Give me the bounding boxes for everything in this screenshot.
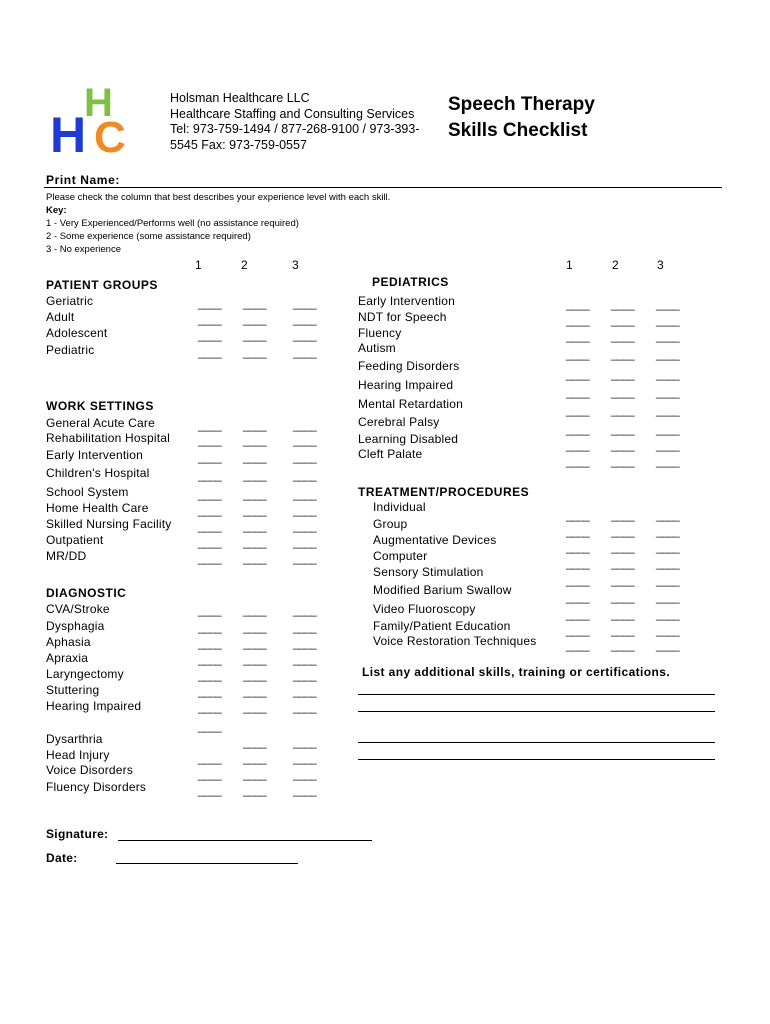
diagnostic-checkbox-col2[interactable]: ____ (243, 636, 266, 650)
left-col-header-1: 1 (195, 258, 202, 272)
pediatrics-checkbox-col1[interactable]: ____ (566, 313, 589, 327)
pediatrics-label: Fluency (358, 326, 402, 340)
pediatrics-label: Mental Retardation (358, 397, 463, 411)
treatment-label: Augmentative Devices (373, 533, 497, 547)
diagnostic-label: Aphasia (46, 635, 91, 649)
diagnostic-label: Voice Disorders (46, 763, 134, 777)
work-setting-checkbox-col3[interactable]: ____ (293, 468, 316, 482)
company-fax: 5545 Fax: 973-759-0557 (170, 137, 307, 152)
treatment-checkbox-col3[interactable]: ____ (656, 524, 679, 538)
diagnostic-checkbox-col2[interactable]: ____ (243, 700, 266, 714)
pediatrics-checkbox-col3[interactable]: ____ (656, 454, 679, 468)
diagnostic-checkbox-col3[interactable]: ____ (293, 700, 316, 714)
pediatrics-label: NDT for Speech (358, 310, 447, 324)
pediatrics-checkbox-col3[interactable]: ____ (656, 313, 679, 327)
work-setting-checkbox-col1[interactable]: ____ (198, 433, 221, 447)
treatment-checkbox-col3[interactable]: ____ (656, 590, 679, 604)
diagnostic-checkbox-col3[interactable]: ____ (293, 684, 316, 698)
pediatrics-label: Learning Disabled (358, 432, 459, 446)
diagnostic-label: Fluency Disorders (46, 780, 147, 794)
additional-line-2[interactable] (358, 711, 715, 712)
pediatrics-checkbox-col1[interactable]: ____ (566, 297, 589, 311)
print-name-line[interactable] (44, 187, 722, 188)
work-setting-checkbox-col2[interactable]: ____ (243, 433, 266, 447)
diagnostic-checkbox-col3[interactable]: ____ (293, 636, 316, 650)
diagnostic-checkbox-col2[interactable]: ____ (243, 751, 266, 765)
company-tagline: Healthcare Staffing and Consulting Services (170, 106, 415, 121)
diagnostic-checkbox-col1[interactable]: ____ (198, 700, 221, 714)
diagnostic-checkbox-col1[interactable]: ____ (198, 751, 221, 765)
company-info (170, 91, 420, 153)
diagnostic-checkbox-col2[interactable]: ____ (243, 652, 266, 666)
pediatrics-checkbox-col2[interactable]: ____ (611, 403, 634, 417)
diagnostic-label: Head Injury (46, 748, 110, 762)
diagnostic-checkbox-col1[interactable]: ____ (198, 636, 221, 650)
work-setting-label: School System (46, 485, 129, 499)
work-setting-checkbox-col1[interactable]: ____ (198, 503, 221, 517)
work-setting-checkbox-col1[interactable]: ____ (198, 519, 221, 533)
treatment-checkbox-col1[interactable]: ____ (566, 607, 589, 621)
diagnostic-label: Hearing Impaired (46, 699, 142, 713)
diagnostic-checkbox-col3[interactable]: ____ (293, 735, 316, 749)
treatment-checkbox-col3[interactable]: ____ (656, 508, 679, 522)
date-label: Date: (46, 851, 78, 865)
key-3: 3 - No experience (46, 244, 121, 255)
patient-group-checkbox-col1[interactable]: ____ (198, 345, 221, 359)
additional-line-1[interactable] (358, 694, 715, 695)
patient-group-checkbox-col1[interactable]: ____ (198, 296, 221, 310)
work-setting-checkbox-col1[interactable]: ____ (198, 535, 221, 549)
diagnostic-label: Stuttering (46, 683, 100, 697)
left-col-header-2: 2 (241, 258, 248, 272)
work-setting-checkbox-col1[interactable]: ____ (198, 468, 221, 482)
diagnostic-checkbox-col2[interactable]: ____ (243, 684, 266, 698)
work-setting-checkbox-col1[interactable]: ____ (198, 418, 221, 432)
section-treatment: TREATMENT/PROCEDURES (358, 485, 530, 499)
patient-group-label: Pediatric (46, 343, 95, 357)
patient-group-label: Geriatric (46, 294, 94, 308)
pediatrics-checkbox-col3[interactable]: ____ (656, 329, 679, 343)
patient-group-checkbox-col1[interactable]: ____ (198, 328, 221, 342)
pediatrics-checkbox-col2[interactable]: ____ (611, 329, 634, 343)
work-setting-checkbox-col1[interactable]: ____ (198, 551, 221, 565)
treatment-checkbox-col2[interactable]: ____ (611, 556, 634, 570)
pediatrics-checkbox-col1[interactable]: ____ (566, 403, 589, 417)
diagnostic-checkbox-col1[interactable]: ____ (198, 684, 221, 698)
treatment-checkbox-col2[interactable]: ____ (611, 638, 634, 652)
treatment-checkbox-col2[interactable]: ____ (611, 540, 634, 554)
work-setting-checkbox-col3[interactable]: ____ (293, 535, 316, 549)
diagnostic-checkbox-col1[interactable]: ____ (198, 783, 221, 797)
patient-group-checkbox-col2[interactable]: ____ (243, 328, 266, 342)
section-pediatrics: PEDIATRICS (372, 275, 449, 289)
diagnostic-checkbox-col1[interactable]: ____ (198, 603, 221, 617)
patient-group-checkbox-col2[interactable]: ____ (243, 345, 266, 359)
treatment-checkbox-col1[interactable]: ____ (566, 524, 589, 538)
treatment-label: Video Fluoroscopy (373, 602, 476, 616)
work-setting-checkbox-col2[interactable]: ____ (243, 450, 266, 464)
company-logo (48, 78, 144, 158)
pediatrics-checkbox-col3[interactable]: ____ (656, 347, 679, 361)
work-setting-checkbox-col2[interactable]: ____ (243, 418, 266, 432)
patient-group-checkbox-col3[interactable]: ____ (293, 328, 316, 342)
pediatrics-checkbox-col2[interactable]: ____ (611, 385, 634, 399)
patient-group-checkbox-col3[interactable]: ____ (293, 296, 316, 310)
patient-group-checkbox-col2[interactable]: ____ (243, 296, 266, 310)
svg-text:H: H (84, 81, 113, 125)
right-col-header-2: 2 (612, 258, 619, 272)
right-col-header-1: 1 (566, 258, 573, 272)
patient-group-checkbox-col2[interactable]: ____ (243, 312, 266, 326)
work-setting-checkbox-col2[interactable]: ____ (243, 535, 266, 549)
diagnostic-checkbox-col3[interactable]: ____ (293, 767, 316, 781)
pediatrics-checkbox-col2[interactable]: ____ (611, 347, 634, 361)
treatment-label: Sensory Stimulation (373, 565, 484, 579)
diagnostic-checkbox-col1[interactable]: ____ (198, 668, 221, 682)
diagnostic-checkbox-col2[interactable]: ____ (243, 620, 266, 634)
work-setting-label: Home Health Care (46, 501, 149, 515)
treatment-label: Computer (373, 549, 428, 563)
diagnostic-checkbox-col2[interactable]: ____ (243, 603, 266, 617)
work-setting-label: Children's Hospital (46, 466, 150, 480)
work-setting-checkbox-col3[interactable]: ____ (293, 433, 316, 447)
instructions (46, 191, 390, 256)
print-name-label: Print Name: (46, 173, 120, 187)
work-setting-checkbox-col1[interactable]: ____ (198, 450, 221, 464)
pediatrics-checkbox-col2[interactable]: ____ (611, 438, 634, 452)
diagnostic-checkbox-col3[interactable]: ____ (293, 620, 316, 634)
pediatrics-checkbox-col1[interactable]: ____ (566, 422, 589, 436)
treatment-checkbox-col2[interactable]: ____ (611, 573, 634, 587)
diagnostic-checkbox-col1[interactable]: ____ (198, 719, 221, 733)
work-setting-checkbox-col3[interactable]: ____ (293, 503, 316, 517)
work-setting-checkbox-col2[interactable]: ____ (243, 519, 266, 533)
work-setting-checkbox-col2[interactable]: ____ (243, 551, 266, 565)
signature-label: Signature: (46, 827, 109, 841)
diagnostic-checkbox-col2[interactable]: ____ (243, 735, 266, 749)
pediatrics-label: Cleft Palate (358, 447, 423, 461)
key-1: 1 - Very Experienced/Performs well (no assistance required) (46, 218, 299, 229)
pediatrics-checkbox-col3[interactable]: ____ (656, 385, 679, 399)
work-setting-checkbox-col2[interactable]: ____ (243, 487, 266, 501)
pediatrics-label: Feeding Disorders (358, 359, 460, 373)
treatment-checkbox-col2[interactable]: ____ (611, 590, 634, 604)
treatment-checkbox-col2[interactable]: ____ (611, 524, 634, 538)
treatment-checkbox-col3[interactable]: ____ (656, 623, 679, 637)
pediatrics-checkbox-col2[interactable]: ____ (611, 297, 634, 311)
work-setting-label: Early Intervention (46, 448, 143, 462)
treatment-label: Family/Patient Education (373, 619, 511, 633)
treatment-checkbox-col2[interactable]: ____ (611, 607, 634, 621)
work-setting-label: MR/DD (46, 549, 87, 563)
pediatrics-checkbox-col1[interactable]: ____ (566, 347, 589, 361)
key-label: Key: (46, 205, 67, 216)
work-setting-checkbox-col2[interactable]: ____ (243, 468, 266, 482)
signature-line[interactable] (118, 840, 372, 841)
pediatrics-label: Early Intervention (358, 294, 455, 308)
patient-group-checkbox-col1[interactable]: ____ (198, 312, 221, 326)
treatment-checkbox-col1[interactable]: ____ (566, 590, 589, 604)
svg-text:C: C (94, 113, 126, 158)
pediatrics-checkbox-col1[interactable]: ____ (566, 454, 589, 468)
key-2: 2 - Some experience (some assistance required) (46, 231, 251, 242)
pediatrics-label: Cerebral Palsy (358, 415, 440, 429)
work-setting-checkbox-col1[interactable]: ____ (198, 487, 221, 501)
treatment-checkbox-col3[interactable]: ____ (656, 607, 679, 621)
patient-group-label: Adult (46, 310, 75, 324)
additional-line-3[interactable] (358, 742, 715, 743)
section-work-settings: WORK SETTINGS (46, 399, 154, 413)
pediatrics-checkbox-col2[interactable]: ____ (611, 367, 634, 381)
treatment-checkbox-col1[interactable]: ____ (566, 623, 589, 637)
treatment-label: Individual (373, 500, 426, 514)
diagnostic-label: Laryngectomy (46, 667, 124, 681)
diagnostic-checkbox-col1[interactable]: ____ (198, 767, 221, 781)
work-setting-label: Skilled Nursing Facility (46, 517, 172, 531)
work-setting-checkbox-col2[interactable]: ____ (243, 503, 266, 517)
treatment-label: Voice Restoration Techniques (373, 634, 537, 648)
work-setting-checkbox-col3[interactable]: ____ (293, 519, 316, 533)
pediatrics-checkbox-col1[interactable]: ____ (566, 367, 589, 381)
pediatrics-label: Hearing Impaired (358, 378, 454, 392)
diagnostic-checkbox-col3[interactable]: ____ (293, 603, 316, 617)
additional-line-4[interactable] (358, 759, 715, 760)
pediatrics-checkbox-col3[interactable]: ____ (656, 438, 679, 452)
diagnostic-checkbox-col3[interactable]: ____ (293, 668, 316, 682)
work-setting-label: Outpatient (46, 533, 104, 547)
diagnostic-checkbox-col2[interactable]: ____ (243, 767, 266, 781)
diagnostic-label: Dysarthria (46, 732, 103, 746)
diagnostic-label: Dysphagia (46, 619, 105, 633)
pediatrics-checkbox-col1[interactable]: ____ (566, 438, 589, 452)
left-col-header-3: 3 (292, 258, 299, 272)
patient-group-label: Adolescent (46, 326, 108, 340)
section-diagnostic: DIAGNOSTIC (46, 586, 127, 600)
svg-text:H: H (50, 107, 87, 158)
treatment-checkbox-col1[interactable]: ____ (566, 540, 589, 554)
company-phone: Tel: 973-759-1494 / 877-268-9100 / 973-393- (170, 122, 420, 136)
treatment-checkbox-col2[interactable]: ____ (611, 508, 634, 522)
pediatrics-checkbox-col2[interactable]: ____ (611, 422, 634, 436)
treatment-checkbox-col3[interactable]: ____ (656, 573, 679, 587)
pediatrics-checkbox-col1[interactable]: ____ (566, 329, 589, 343)
pediatrics-checkbox-col3[interactable]: ____ (656, 422, 679, 436)
work-setting-checkbox-col3[interactable]: ____ (293, 418, 316, 432)
work-setting-checkbox-col3[interactable]: ____ (293, 450, 316, 464)
treatment-checkbox-col1[interactable]: ____ (566, 573, 589, 587)
date-line[interactable] (116, 863, 298, 864)
diagnostic-checkbox-col3[interactable]: ____ (293, 652, 316, 666)
diagnostic-checkbox-col3[interactable]: ____ (293, 783, 316, 797)
diagnostic-checkbox-col1[interactable]: ____ (198, 620, 221, 634)
treatment-checkbox-col1[interactable]: ____ (566, 508, 589, 522)
document-title: Speech Therapy Skills Checklist (448, 94, 595, 141)
treatment-label: Group (373, 517, 408, 531)
work-setting-label: General Acute Care (46, 416, 155, 430)
treatment-checkbox-col2[interactable]: ____ (611, 623, 634, 637)
diagnostic-label: Apraxia (46, 651, 89, 665)
section-patient-groups: PATIENT GROUPS (46, 278, 158, 292)
diagnostic-label: CVA/Stroke (46, 602, 110, 616)
treatment-label: Modified Barium Swallow (373, 583, 512, 597)
pediatrics-checkbox-col3[interactable]: ____ (656, 367, 679, 381)
pediatrics-checkbox-col1[interactable]: ____ (566, 385, 589, 399)
treatment-checkbox-col1[interactable]: ____ (566, 556, 589, 570)
patient-group-checkbox-col3[interactable]: ____ (293, 312, 316, 326)
diagnostic-checkbox-col2[interactable]: ____ (243, 668, 266, 682)
treatment-checkbox-col3[interactable]: ____ (656, 556, 679, 570)
treatment-checkbox-col3[interactable]: ____ (656, 540, 679, 554)
pediatrics-checkbox-col2[interactable]: ____ (611, 313, 634, 327)
pediatrics-checkbox-col3[interactable]: ____ (656, 297, 679, 311)
work-setting-label: Rehabilitation Hospital (46, 431, 171, 445)
right-col-header-3: 3 (657, 258, 664, 272)
patient-group-checkbox-col3[interactable]: ____ (293, 345, 316, 359)
pediatrics-checkbox-col2[interactable]: ____ (611, 454, 634, 468)
work-setting-checkbox-col3[interactable]: ____ (293, 487, 316, 501)
instructions-intro: Please check the column that best describes your experience level with each skill. (46, 192, 391, 203)
treatment-checkbox-col3[interactable]: ____ (656, 638, 679, 652)
diagnostic-checkbox-col2[interactable]: ____ (243, 783, 266, 797)
company-name: Holsman Healthcare LLC (170, 91, 310, 105)
pediatrics-label: Autism (358, 341, 396, 355)
diagnostic-checkbox-col3[interactable]: ____ (293, 751, 316, 765)
treatment-checkbox-col1[interactable]: ____ (566, 638, 589, 652)
additional-skills-prompt: List any additional skills, training or certifications. (362, 665, 671, 679)
diagnostic-checkbox-col1[interactable]: ____ (198, 652, 221, 666)
work-setting-checkbox-col3[interactable]: ____ (293, 551, 316, 565)
pediatrics-checkbox-col3[interactable]: ____ (656, 403, 679, 417)
